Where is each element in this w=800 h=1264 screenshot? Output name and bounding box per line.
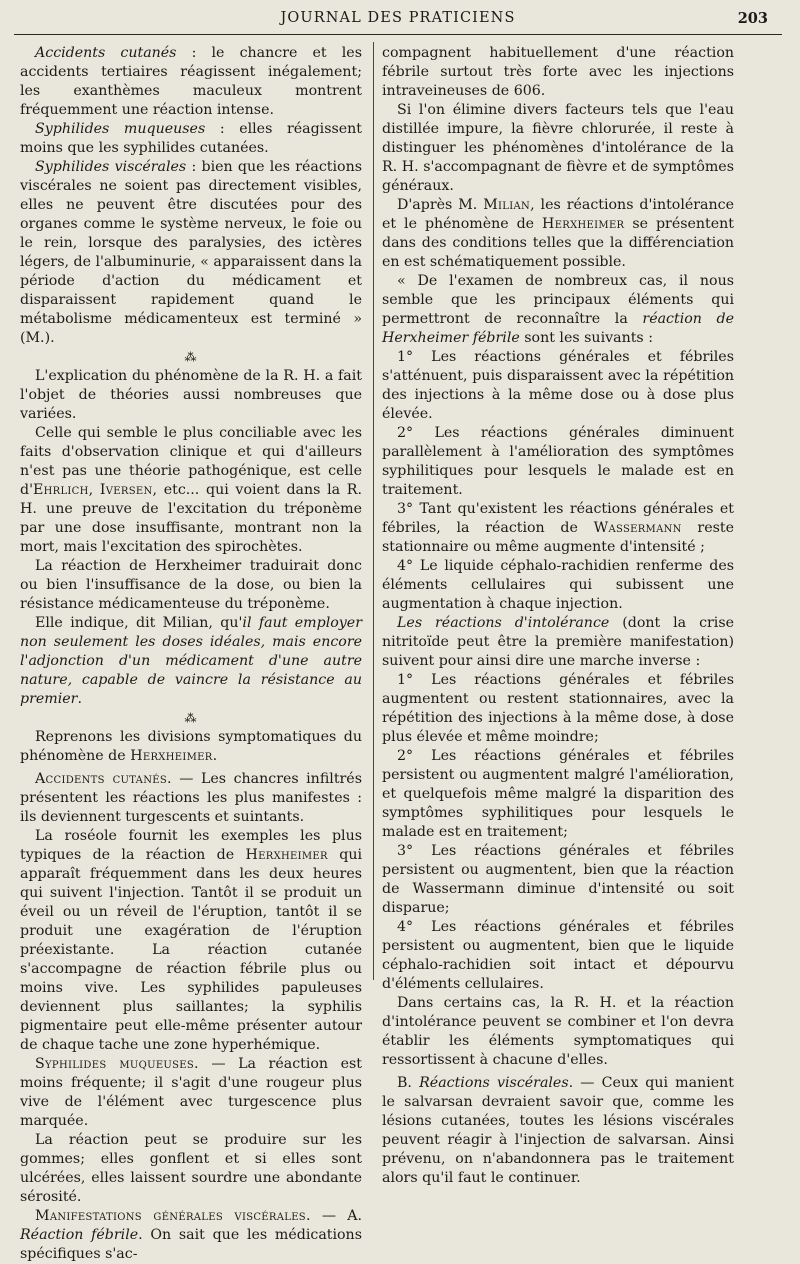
paragraph-text: Celle qui semble le plus conciliable avec les faits d'observation clinique et qui d'ailleurs n'est pas une théorie pathogénique, est celle d' bbox=[20, 425, 362, 498]
paragraph-text: B. bbox=[397, 1075, 420, 1091]
italic-lead: Les réactions d'intolérance bbox=[397, 615, 610, 631]
paragraph bbox=[20, 1055, 362, 1131]
paragraph bbox=[20, 728, 362, 766]
author-name: Wassermann bbox=[593, 520, 682, 536]
list-item bbox=[382, 500, 734, 557]
paragraph bbox=[20, 770, 362, 827]
paragraph: Dans certains cas, la R. H. et la réaction d'intolérance peuvent se combiner et l'on devra établir les éléments symptomatiques qui ressortissent à chacune d'elles. bbox=[382, 995, 734, 1068]
right-column bbox=[382, 44, 734, 1188]
paragraph-text: Reprenons les divisions symptomatiques du phénomène de bbox=[20, 729, 362, 764]
paragraph-text: . — Ceux qui manient le salvarsan devraient savoir que, comme les lésions cutanées, toutes les lésions viscérales peuvent réagir à l'injection de salvarsan. Ainsi prévenu, on n'abandonnera pas le traitement alors qu'il faut le continuer. bbox=[382, 1075, 734, 1186]
paragraph bbox=[382, 196, 734, 272]
paragraph-text: Elle indique, dit Milian, qu' bbox=[35, 615, 243, 631]
paragraph-text: : le chancre et les accidents tertiaires réagissent inégalement; les exanthèmes maculeux montrent fréquemment une réaction intense. bbox=[20, 45, 362, 118]
section-heading: Syphilides muqueuses. bbox=[35, 1056, 199, 1072]
section-asterism: ⁂ bbox=[184, 711, 198, 725]
left-column bbox=[20, 44, 362, 1264]
italic-quote: il faut employer non seulement les doses idéales, mais encore l'adjonction d'un médicament d'une autre nature, capable de vaincre la résistance au premier bbox=[20, 615, 362, 707]
paragraph-text: « De l'examen de nombreux cas, il nous semble que les principaux éléments qui permettront de reconnaître la bbox=[382, 273, 734, 327]
list-item: 4° Le liquide céphalo-rachidien renferme des éléments cellulaires qui subissent une augmentation à chaque injection. bbox=[382, 558, 734, 612]
list-item: 3° Les réactions générales et fébriles persistent ou augmentent, bien que la réaction de Wassermann diminue d'intensité ou soit disparue; bbox=[382, 843, 734, 916]
paragraph bbox=[20, 44, 362, 120]
paragraph-text: qui apparaît fréquemment dans les deux heures qui suivent l'injection. Tantôt il se produit un éveil ou un réveil de l'éruption, tantôt il se produit une exagération de l'éruption préexistante. La réaction cutanée s'accompagne de réaction fébrile plus ou moins vive. Les syphilides papuleuses deviennent plus saillantes; la syphilis pigmentaire peut elle-même présenter autour de chaque tache une zone hyperhémique. bbox=[20, 847, 362, 1053]
page-number: 203 bbox=[737, 10, 768, 27]
paragraph bbox=[382, 614, 734, 671]
author-name: Herxheimer bbox=[542, 216, 625, 232]
column-divider bbox=[373, 42, 374, 980]
paragraph-text: D'après M. bbox=[397, 197, 484, 213]
paragraph-text: — Les chancres infiltrés présentent les réactions les plus manifestes : ils deviennent turgescents et suintants. bbox=[20, 771, 362, 825]
italic-lead: Syphilides muqueuses bbox=[35, 121, 206, 137]
paragraph-text: 3° Tant qu'existent les réactions générales et fébriles, la réaction de bbox=[382, 501, 734, 536]
paragraph bbox=[20, 120, 362, 158]
italic-lead: Accidents cutanés bbox=[35, 45, 177, 61]
paragraph-text: , etc... qui voient dans la R. H. une preuve de l'excitation du tréponème par une dose insuffisante, montrant non la mort, mais l'excitation des spirochètes. bbox=[20, 482, 362, 555]
paragraph-text: — A. bbox=[310, 1208, 363, 1224]
paragraph-text: (dont la crise nitritoïde peut être la première manifestation) suivent pour ainsi dire une marche inverse : bbox=[382, 615, 735, 669]
paragraph-text: — La réaction est moins fréquente; il s'agit d'une rougeur plus vive de l'élément avec turgescence plus marquée. bbox=[20, 1056, 362, 1129]
author-name: Milian bbox=[483, 197, 531, 213]
author-name: Iversen bbox=[99, 482, 153, 498]
paragraph bbox=[20, 827, 362, 1055]
italic-term: réaction de Herxheimer fébrile bbox=[382, 311, 734, 346]
list-item: 2° Les réactions générales diminuent parallèlement à l'amélioration des symptômes syphilitiques pour lesquels le malade est en traitement. bbox=[382, 425, 734, 498]
paragraph-text: , les réactions d'intolérance et le phénomène de bbox=[382, 197, 734, 232]
paragraph-text: . On sait que les médications spécifiques s'ac- bbox=[20, 1227, 362, 1262]
paragraph: L'explication du phénomène de la R. H. a fait l'objet de théories aussi nombreuses que variées. bbox=[20, 368, 362, 422]
section-heading: Manifestations générales viscérales. bbox=[35, 1208, 311, 1224]
paragraph: Si l'on élimine divers facteurs tels que l'eau distillée impure, la fièvre chlorurée, il reste à distinguer les phénomènes d'intolérance de la R. H. s'accompagnant de fièvre et de symptômes généraux. bbox=[382, 102, 734, 194]
paragraph bbox=[382, 272, 734, 348]
italic-lead: Syphilides viscérales bbox=[35, 159, 187, 175]
paragraph-text: , bbox=[88, 482, 100, 498]
paragraph-text: sont les suivants : bbox=[519, 330, 653, 346]
italic-lead: Réaction fébrile bbox=[20, 1227, 139, 1243]
paragraph-text: reste stationnaire ou même augmente d'intensité ; bbox=[382, 520, 734, 555]
section-asterism: ⁂ bbox=[184, 350, 198, 364]
paragraph: La réaction peut se produire sur les gommes; elles gonflent et si elles sont ulcérées, elles laissent sourdre une abondante sérosité. bbox=[20, 1132, 362, 1205]
paragraph: compagnent habituellement d'une réaction fébrile surtout très forte avec les injections intraveineuses de 606. bbox=[382, 45, 734, 99]
author-name: Herxheimer bbox=[245, 847, 328, 863]
author-name: Herxheimer bbox=[130, 748, 213, 764]
paragraph-text: se présentent dans des conditions telles que la différenciation en est schématiquement possible. bbox=[382, 216, 734, 270]
author-name: Ehrlich bbox=[32, 482, 89, 498]
list-item: 1° Les réactions générales et fébriles s'atténuent, puis disparaissent avec la répétition des injections à la même dose ou à dose plus élevée. bbox=[382, 349, 734, 422]
list-item: 4° Les réactions générales et fébriles persistent ou augmentent, bien que le liquide céphalo-rachidien soit intact et dépourvu d'éléments cellulaires. bbox=[382, 919, 734, 992]
paragraph bbox=[20, 158, 362, 348]
list-item: 1° Les réactions générales et fébriles augmentent ou restent stationnaires, avec la répétition des injections à la même dose, à dose plus élevée et même moindre; bbox=[382, 672, 734, 745]
running-title: JOURNAL DES PRATICIENS bbox=[280, 10, 516, 26]
paragraph-text: : elles réagissent moins que les syphilides cutanées. bbox=[20, 121, 363, 156]
paragraph: La réaction de Herxheimer traduirait donc ou bien l'insuffisance de la dose, ou bien la résistance médicamenteuse du tréponème. bbox=[20, 558, 362, 612]
list-item: 2° Les réactions générales et fébriles persistent ou augmentent malgré l'amélioration, et quelquefois même malgré la disparition des symptômes syphilitiques pour lesquels le malade est en traitement; bbox=[382, 748, 734, 840]
paragraph-text: La roséole fournit les exemples les plus typiques de la réaction de bbox=[20, 828, 362, 863]
paragraph bbox=[20, 614, 362, 709]
page-header bbox=[14, 8, 782, 34]
paragraph-text: . bbox=[212, 748, 218, 764]
paragraph-text: . bbox=[77, 691, 82, 707]
paragraph-text: : bien que les réactions viscérales ne soient pas directement visibles, elles ne peuvent être discutées pour des organes comme le système nerveux, le foie ou le rein, lorsque des paralysies, des ictères légers, de l'albuminurie, « apparaissent dans la période d'action du médicament et disparaissent rapidement quand le métabolisme médicamenteux est terminé » (M.). bbox=[20, 159, 363, 346]
header-rule bbox=[14, 34, 782, 35]
paragraph bbox=[382, 1074, 734, 1188]
italic-lead: Réactions viscérales bbox=[419, 1075, 569, 1091]
paragraph bbox=[20, 424, 362, 557]
paragraph bbox=[20, 1207, 362, 1264]
section-heading: Accidents cutanés. bbox=[35, 771, 172, 787]
